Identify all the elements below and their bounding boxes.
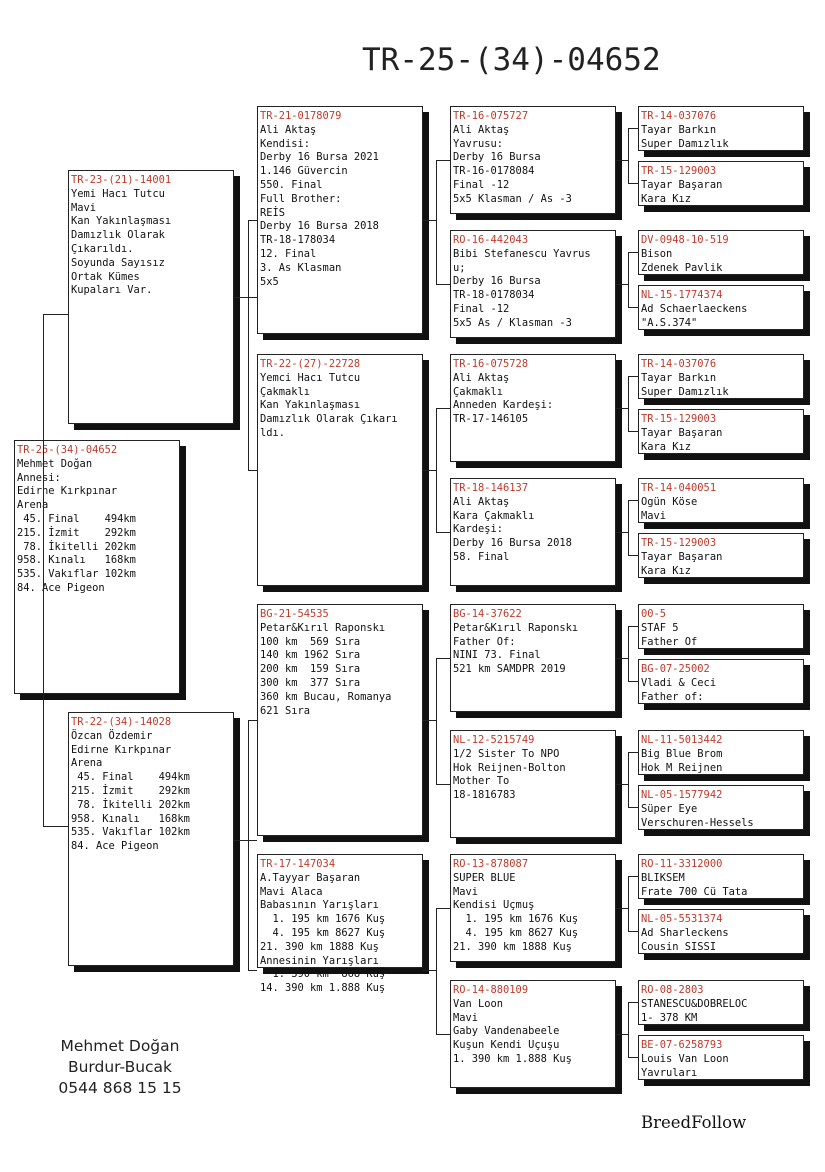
- owner-phone: 0544 868 15 15: [58, 1079, 182, 1097]
- pigeon-info-line: 535. Vakıflar 102km: [71, 826, 190, 839]
- connector-line: [628, 252, 638, 253]
- pigeon-info-line: Ali Aktaş: [453, 495, 510, 508]
- pigeon-card-sire[interactable]: [68, 170, 234, 424]
- pigeon-info-line: Petar&Kırıl Raponskı: [260, 621, 386, 634]
- pigeon-info-line: Kara Çakmaklı: [453, 509, 535, 522]
- connector-line: [628, 807, 638, 808]
- pigeon-info-line: "A.S.374": [641, 316, 698, 329]
- connector-line: [436, 160, 450, 161]
- pigeon-info-line: 21. 390 km 1888 Kuş: [260, 940, 379, 953]
- connector-line: [628, 252, 629, 307]
- connector-line: [628, 931, 638, 932]
- pigeon-info-line: Van Loon: [453, 997, 504, 1010]
- pigeon-info-line: Cousin SISSI: [641, 940, 717, 953]
- pigeon-info-line: Kan Yakınlaşması: [71, 215, 172, 228]
- pigeon-card-gen4-11[interactable]: [638, 730, 804, 775]
- connector-line: [628, 752, 629, 807]
- pigeon-info-line: Super Damızlık: [641, 385, 729, 398]
- pigeon-info-line: Hok Reijnen-Bolton: [453, 761, 566, 774]
- pigeon-card-gen3-7[interactable]: [450, 854, 616, 962]
- connector-line: [43, 314, 68, 315]
- pigeon-info-line: Zdenek Pavlik: [641, 261, 723, 274]
- pigeon-info-line: Gaby Vandenabeele: [453, 1025, 560, 1038]
- owner-name: Mehmet Doğan: [60, 1037, 180, 1055]
- pigeon-info-line: TR-17-146105: [453, 413, 529, 426]
- pigeon-card-gen4-14[interactable]: [638, 909, 804, 954]
- pigeon-info-line: 521 km SAMDPR 2019: [453, 663, 566, 676]
- pigeon-card-gen4-7[interactable]: [638, 478, 804, 523]
- ring-number: NL-05-5531374: [641, 913, 723, 925]
- pigeon-info-line: 58. Final: [453, 550, 510, 563]
- pigeon-info-line: 621 Sıra: [260, 704, 311, 717]
- ring-number: TR-16-075728: [453, 358, 529, 370]
- connector-line: [436, 658, 437, 784]
- pigeon-info-line: 78. İkitelli 202km: [71, 798, 190, 811]
- pigeon-info-line: 5x5 As / Klasman -3: [453, 316, 572, 329]
- connector-line: [628, 431, 638, 432]
- pigeon-info-line: STANESCU&DOBRELOC: [641, 997, 748, 1010]
- pigeon-info-line: Babasının Yarışları: [260, 899, 379, 912]
- pigeon-info-line: BLIKSEM: [641, 871, 685, 884]
- connector-line: [248, 970, 257, 971]
- pigeon-info-line: ldı.: [260, 426, 286, 439]
- pigeon-card-grandsire-2[interactable]: [257, 604, 423, 836]
- pigeon-card-gen4-2[interactable]: [638, 161, 804, 206]
- connector-line: [43, 314, 44, 826]
- connector-line: [628, 183, 638, 184]
- ring-number: BG-14-37622: [453, 608, 522, 620]
- owner-location: Burdur-Bucak: [67, 1058, 173, 1076]
- pigeon-info-line: Kara Kız: [641, 564, 692, 577]
- ring-number: RO-16-442043: [453, 234, 529, 246]
- pigeon-info-line: Ortak Kümes: [71, 270, 140, 283]
- pigeon-info-line: 958. Kınalı 168km: [17, 554, 136, 567]
- pigeon-card-gen4-5[interactable]: [638, 354, 804, 399]
- ring-number: BG-07-25002: [641, 663, 710, 675]
- pigeon-info-line: 958. Kınalı 168km: [71, 812, 190, 825]
- pigeon-info-line: Big Blue Brom: [641, 747, 723, 760]
- pigeon-info-line: Mavi: [71, 201, 97, 214]
- ring-number: TR-16-075727: [453, 110, 529, 122]
- pigeon-info-line: Verschuren-Hessels: [641, 816, 754, 829]
- pigeon-card-granddam-1[interactable]: [257, 354, 423, 586]
- pigeon-card-gen3-3[interactable]: [450, 354, 616, 462]
- connector-line: [248, 220, 257, 221]
- pigeon-info-line: Süper Eye: [641, 802, 698, 815]
- pigeon-info-line: Super Damızlık: [641, 137, 729, 150]
- ring-number: TR-15-129003: [641, 413, 717, 425]
- pigeon-card-gen4-8[interactable]: [638, 533, 804, 578]
- pigeon-info-line: Bibi Stefanescu Yavrus: [453, 247, 591, 260]
- pigeon-info-line: 14. 390 km 1.888 Kuş: [260, 982, 386, 995]
- connector-line: [616, 532, 628, 533]
- pigeon-info-line: 100 km 569 Sıra: [260, 635, 361, 648]
- pigeon-info-line: 1. 390 km 1.888 Kuş: [453, 1052, 572, 1065]
- pedigree-title: TR-25-(34)-04652: [362, 42, 661, 78]
- pigeon-card-granddam-2[interactable]: [257, 854, 423, 995]
- connector-line: [628, 626, 629, 681]
- connector-line: [628, 128, 638, 129]
- connector-line: [234, 297, 257, 298]
- pigeon-info-line: Mavi Alaca: [260, 885, 323, 898]
- ring-number: TR-22-(27)-22728: [260, 358, 361, 370]
- connector-line: [436, 908, 450, 909]
- pigeon-info-line: 200 km 159 Sıra: [260, 663, 361, 676]
- connector-line: [423, 470, 436, 471]
- pigeon-card-gen3-8[interactable]: [450, 980, 616, 1088]
- pigeon-info-line: Çakmaklı: [453, 385, 504, 398]
- pigeon-info-line: Kan Yakınlaşması: [260, 399, 361, 412]
- ring-number: NL-11-5013442: [641, 734, 723, 746]
- ring-number: NL-05-1577942: [641, 789, 723, 801]
- ring-number: RO-08-2803: [641, 984, 704, 996]
- connector-line: [423, 220, 436, 221]
- connector-line: [628, 555, 638, 556]
- pigeon-card-gen3-4[interactable]: [450, 478, 616, 586]
- pigeon-card-gen4-1[interactable]: [638, 106, 804, 151]
- brand-logo: BreedFollow: [641, 1113, 747, 1132]
- pigeon-info-line: 5x5 Klasman / As -3: [453, 192, 572, 205]
- pigeon-info-line: 1. 195 km 1676 Kuş: [260, 913, 386, 926]
- pigeon-info-line: Ali Aktaş: [260, 123, 317, 136]
- pigeon-info-line: 12. Final: [260, 247, 317, 260]
- ring-number: TR-25-(34)-04652: [17, 444, 118, 456]
- pigeon-info-line: NINI 73. Final: [453, 649, 541, 662]
- pigeon-card-gen3-2[interactable]: [450, 230, 616, 338]
- pigeon-info-line: Ogün Köse: [641, 495, 698, 508]
- ring-number: TR-14-037076: [641, 110, 717, 122]
- pigeon-info-line: Bison: [641, 247, 673, 260]
- connector-line: [436, 408, 450, 409]
- pigeon-info-line: 84. Ace Pigeon: [71, 840, 159, 853]
- pigeon-info-line: Mother To: [453, 775, 510, 788]
- pigeon-info-line: A.Tayyar Başaran: [260, 871, 361, 884]
- connector-line: [616, 160, 628, 161]
- connector-line: [628, 876, 638, 877]
- connector-line: [248, 720, 249, 970]
- connector-line: [628, 681, 638, 682]
- pigeon-card-gen4-16[interactable]: [638, 1035, 804, 1080]
- connector-line: [423, 720, 436, 721]
- connector-line: [628, 626, 638, 627]
- pigeon-info-line: 5x5: [260, 275, 279, 288]
- ring-number: RO-11-3312000: [641, 858, 723, 870]
- pigeon-info-line: Derby 16 Bursa: [453, 151, 541, 164]
- pigeon-info-line: Derby 16 Bursa 2021: [260, 151, 379, 164]
- pigeon-info-line: 360 km Bucau, Romanya: [260, 690, 392, 703]
- pigeon-info-line: 84. Ace Pigeon: [17, 581, 105, 594]
- pigeon-info-line: SUPER BLUE: [453, 871, 516, 884]
- ring-number: TR-14-037076: [641, 358, 717, 370]
- connector-line: [436, 532, 450, 533]
- pigeon-info-line: Kara Kız: [641, 440, 692, 453]
- pigeon-info-line: Father of:: [641, 690, 704, 703]
- pigeon-info-line: Derby 16 Bursa: [453, 275, 541, 288]
- connector-line: [628, 1057, 638, 1058]
- pigeon-info-line: 1- 378 KM: [641, 1011, 698, 1024]
- ring-number: TR-23-(21)-14001: [71, 174, 172, 186]
- connector-line: [628, 128, 629, 183]
- pigeon-card-gen4-15[interactable]: [638, 980, 804, 1025]
- pigeon-info-line: Mehmet Doğan: [17, 457, 93, 470]
- ring-number: BG-21-54535: [260, 608, 329, 620]
- pigeon-info-line: 21. 390 km 1888 Kuş: [453, 940, 572, 953]
- ring-number: RO-14-880109: [453, 984, 529, 996]
- pigeon-info-line: 140 km 1962 Sıra: [260, 649, 361, 662]
- ring-number: TR-17-147034: [260, 858, 336, 870]
- connector-line: [628, 876, 629, 931]
- pigeon-info-line: 535. Vakıflar 102km: [17, 568, 136, 581]
- pigeon-info-line: Tayar Barkın: [641, 371, 717, 384]
- pigeon-info-line: Arena: [17, 499, 49, 512]
- pigeon-info-line: 45. Final 494km: [71, 771, 190, 784]
- pigeon-card-gen4-4[interactable]: [638, 285, 804, 330]
- connector-line: [628, 376, 629, 431]
- pigeon-card-subject[interactable]: [14, 440, 180, 694]
- connector-line: [628, 500, 629, 555]
- pigeon-info-line: Kuşun Kendi Uçuşu: [453, 1039, 560, 1052]
- pigeon-info-line: Final -12: [453, 178, 510, 191]
- pigeon-info-line: 215. İzmit 292km: [17, 526, 136, 539]
- pigeon-card-gen4-9[interactable]: [638, 604, 804, 649]
- ring-number: NL-15-1774374: [641, 289, 723, 301]
- pigeon-info-line: Ali Aktaş: [453, 123, 510, 136]
- pigeon-info-line: TR-18-0178034: [453, 289, 535, 302]
- connector-line: [423, 970, 436, 971]
- pigeon-info-line: STAF 5: [641, 621, 679, 634]
- pigeon-info-line: Özcan Özdemir: [71, 729, 153, 742]
- ring-number: TR-22-(34)-14028: [71, 716, 172, 728]
- pigeon-info-line: Damızlık Olarak: [71, 229, 165, 242]
- ring-number: BE-07-6258793: [641, 1039, 723, 1051]
- pigeon-info-line: 300 km 377 Sıra: [260, 676, 361, 689]
- pigeon-info-line: Louis Van Loon: [641, 1052, 729, 1065]
- pigeon-info-line: Ali Aktaş: [453, 371, 510, 384]
- pigeon-info-line: 4. 195 km 8627 Kuş: [453, 926, 579, 939]
- pigeon-info-line: Yavruları: [641, 1066, 698, 1079]
- pigeon-info-line: TR-16-0178084: [453, 165, 535, 178]
- pigeon-info-line: 4. 195 km 8627 Kuş: [260, 926, 386, 939]
- pigeon-info-line: Kendisi:: [260, 137, 311, 150]
- pigeon-info-line: Mavi: [641, 509, 667, 522]
- connector-line: [628, 307, 638, 308]
- connector-line: [616, 284, 628, 285]
- connector-line: [628, 376, 638, 377]
- pigeon-info-line: Çıkarıldı.: [71, 242, 134, 255]
- ring-number: DV-0948-10-519: [641, 234, 729, 246]
- connector-line: [248, 720, 257, 721]
- pigeon-info-line: Çakmaklı: [260, 385, 311, 398]
- pigeon-info-line: Arena: [71, 757, 103, 770]
- pigeon-info-line: Kendisi Uçmuş: [453, 899, 535, 912]
- pigeon-info-line: Derby 16 Bursa 2018: [453, 537, 572, 550]
- pigeon-info-line: Father Of:: [453, 635, 516, 648]
- pigeon-info-line: Yemci Hacı Tutcu: [260, 371, 361, 384]
- pigeon-info-line: 3. As Klasman: [260, 261, 342, 274]
- pigeon-card-gen4-12[interactable]: [638, 785, 804, 830]
- pigeon-info-line: 215. İzmit 292km: [71, 784, 190, 797]
- ring-number: 00-5: [641, 608, 667, 620]
- connector-line: [234, 840, 257, 841]
- pigeon-info-line: Father Of: [641, 635, 698, 648]
- pigeon-info-line: Edirne Kırkpınar: [71, 743, 172, 756]
- pigeon-info-line: 1/2 Sister To NPO: [453, 747, 560, 760]
- pigeon-card-gen4-3[interactable]: [638, 230, 804, 275]
- pigeon-info-line: u;: [453, 261, 466, 274]
- pigeon-info-line: 45. Final 494km: [17, 512, 136, 525]
- pigeon-info-line: Hok M Reijnen: [641, 761, 723, 774]
- ring-number: TR-15-129003: [641, 537, 717, 549]
- pigeon-card-dam[interactable]: [68, 712, 234, 966]
- pigeon-info-line: Mavi: [453, 885, 479, 898]
- pigeon-card-gen3-5[interactable]: [450, 604, 616, 712]
- pigeon-info-line: 78. İkitelli 202km: [17, 540, 136, 553]
- connector-line: [43, 826, 68, 827]
- pigeon-info-line: Final -12: [453, 302, 510, 315]
- connector-line: [616, 658, 628, 659]
- pigeon-info-line: Mavi: [453, 1011, 479, 1024]
- pigeon-info-line: Kardeşi:: [453, 523, 504, 536]
- pigeon-info-line: REİS: [260, 206, 286, 219]
- pigeon-info-line: Frate 700 Cü Tata: [641, 885, 748, 898]
- ring-number: TR-15-129003: [641, 165, 717, 177]
- connector-line: [248, 470, 257, 471]
- pigeon-info-line: Yemi Hacı Tutcu: [71, 187, 165, 200]
- connector-line: [616, 408, 628, 409]
- ring-number: TR-18-146137: [453, 482, 529, 494]
- pigeon-card-gen3-6[interactable]: [450, 730, 616, 838]
- ring-number: TR-14-040051: [641, 482, 717, 494]
- pigeon-info-line: Annesinin Yarışları: [260, 954, 379, 967]
- owner-info: [40, 1036, 200, 1099]
- pigeon-card-gen3-1[interactable]: [450, 106, 616, 214]
- pigeon-info-line: Vladi & Ceci: [641, 676, 717, 689]
- ring-number: NL-12-5215749: [453, 734, 535, 746]
- connector-line: [436, 908, 437, 1034]
- connector-line: [436, 284, 450, 285]
- pigeon-card-gen4-10[interactable]: [638, 659, 804, 704]
- ring-number: TR-21-0178079: [260, 110, 342, 122]
- pigeon-info-line: Kara Kız: [641, 192, 692, 205]
- pigeon-info-line: Ad Schaerlaeckens: [641, 302, 748, 315]
- connector-line: [616, 908, 628, 909]
- connector-line: [616, 784, 628, 785]
- pigeon-info-line: 18-1816783: [453, 789, 516, 802]
- ring-number: RO-13-878087: [453, 858, 529, 870]
- connector-line: [436, 408, 437, 532]
- pigeon-info-line: Petar&Kırıl Raponskı: [453, 621, 579, 634]
- pigeon-info-line: Soyunda Sayısız: [71, 256, 165, 269]
- pigeon-info-line: Tayar Başaran: [641, 550, 723, 563]
- connector-line: [436, 1034, 450, 1035]
- connector-line: [436, 160, 437, 284]
- pigeon-card-gen4-6[interactable]: [638, 409, 804, 454]
- connector-line: [436, 658, 450, 659]
- pigeon-info-line: Edirne Kırkpınar: [17, 485, 118, 498]
- pigeon-info-line: Tayar Başaran: [641, 178, 723, 191]
- pigeon-info-line: Kupaları Var.: [71, 284, 153, 297]
- pigeon-info-line: Derby 16 Bursa 2018: [260, 220, 379, 233]
- connector-line: [628, 752, 638, 753]
- pigeon-card-gen4-13[interactable]: [638, 854, 804, 899]
- pigeon-info-line: TR-18-178034: [260, 234, 336, 247]
- pigeon-info-line: Full Brother:: [260, 192, 342, 205]
- connector-line: [436, 784, 450, 785]
- pigeon-info-line: 1. 195 km 1676 Kuş: [453, 913, 579, 926]
- pigeon-info-line: Tayar Barkın: [641, 123, 717, 136]
- pigeon-info-line: Yavrusu:: [453, 137, 504, 150]
- pigeon-info-line: Damızlık Olarak Çıkarı: [260, 413, 398, 426]
- connector-line: [628, 500, 638, 501]
- pigeon-card-grandsire-1[interactable]: [257, 106, 423, 334]
- pigeon-info-line: Anneden Kardeşi:: [453, 399, 554, 412]
- connector-line: [628, 1002, 629, 1057]
- connector-line: [616, 1034, 628, 1035]
- connector-line: [248, 220, 249, 470]
- pigeon-info-line: 1. 390 km 868 Kuş: [260, 968, 386, 981]
- pigeon-info-line: Ad Sharleckens: [641, 926, 729, 939]
- pigeon-info-line: 550. Final: [260, 178, 323, 191]
- connector-line: [628, 1002, 638, 1003]
- pigeon-info-line: 1.146 Güvercin: [260, 165, 348, 178]
- pigeon-info-line: Annesi:: [17, 471, 61, 484]
- pigeon-info-line: Tayar Başaran: [641, 426, 723, 439]
